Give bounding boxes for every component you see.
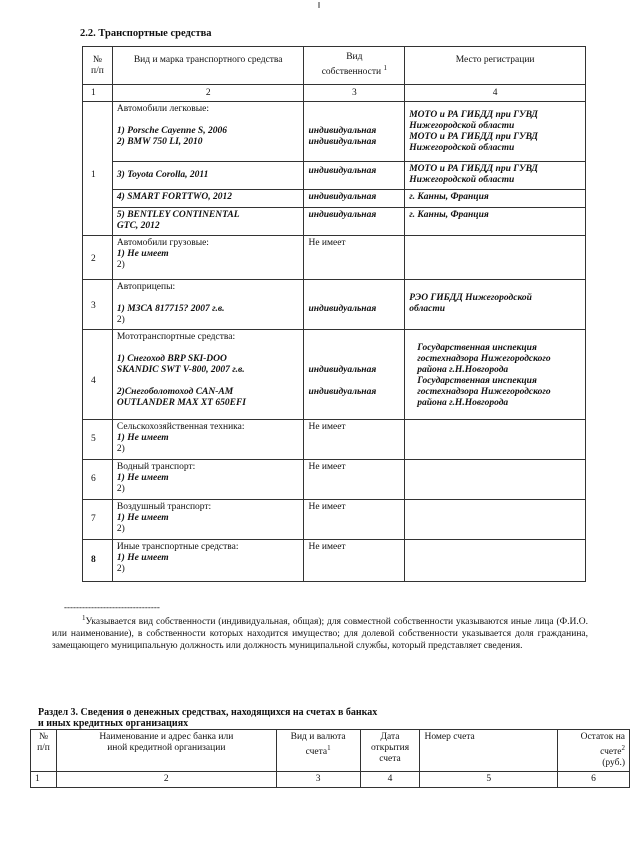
table-row bbox=[83, 280, 586, 330]
acc-col-4: 4 bbox=[360, 772, 420, 788]
table-row bbox=[83, 420, 586, 460]
col-num-2: 2 bbox=[112, 85, 304, 102]
ownership-cell: Не имеет bbox=[304, 420, 405, 460]
col-num-4: 4 bbox=[405, 85, 586, 102]
header-num: № п/п bbox=[83, 47, 113, 85]
row-number: 8 bbox=[83, 540, 113, 582]
header-row bbox=[83, 47, 586, 85]
table-row bbox=[83, 540, 586, 582]
acc-col-5: 5 bbox=[420, 772, 558, 788]
row-number: 1 bbox=[83, 102, 113, 236]
table-row bbox=[83, 236, 586, 280]
acc-header-num: № п/п bbox=[31, 730, 57, 772]
vehicle-cell: Воздушный транспорт: 1) Не имеет 2) bbox=[112, 500, 304, 540]
table-row bbox=[83, 330, 586, 420]
ownership-cell: индивидуальная bbox=[304, 190, 405, 208]
vehicle-cell: Иные транспортные средства: 1) Не имеет 2) bbox=[112, 540, 304, 582]
registration-cell bbox=[405, 236, 586, 280]
vehicle-cell: Автомобили легковые: 1) Porsche Cayenne S, 2006 2) BMW 750 LI, 2010 bbox=[112, 102, 304, 162]
scan-mark bbox=[318, 2, 320, 8]
registration-cell bbox=[405, 460, 586, 500]
col-num-3: 3 bbox=[304, 85, 405, 102]
ownership-cell: Не имеет bbox=[304, 460, 405, 500]
table-row bbox=[83, 162, 586, 190]
acc-col-6: 6 bbox=[558, 772, 630, 788]
ownership-cell: Не имеет bbox=[304, 540, 405, 582]
table-row bbox=[83, 500, 586, 540]
acc-header-number: Номер счета bbox=[420, 730, 558, 772]
row-number: 4 bbox=[83, 330, 113, 420]
registration-cell: МОТО и РА ГИБДД при ГУВД Нижегородской области МОТО и РА ГИБДД при ГУВД Нижегородской области bbox=[405, 102, 586, 162]
col-num-1: 1 bbox=[83, 85, 113, 102]
vehicle-cell: 4) SMART FORTTWO, 2012 bbox=[112, 190, 304, 208]
row-number: 7 bbox=[83, 500, 113, 540]
row-number: 5 bbox=[83, 420, 113, 460]
acc-header-bank: Наименование и адрес банка или иной кредитной организации bbox=[56, 730, 276, 772]
registration-cell: МОТО и РА ГИБДД при ГУВД Нижегородской области bbox=[405, 162, 586, 190]
header-kind: Вид и марка транспортного средства bbox=[112, 47, 304, 85]
ownership-cell: индивидуальная bbox=[304, 208, 405, 236]
row-number: 2 bbox=[83, 236, 113, 280]
vehicle-cell: 3) Toyota Corolla, 2011 bbox=[112, 162, 304, 190]
ownership-cell: индивидуальная bbox=[304, 280, 405, 330]
vehicle-cell: Автомобили грузовые: 1) Не имеет 2) bbox=[112, 236, 304, 280]
accounts-table bbox=[30, 729, 630, 788]
table-row bbox=[83, 208, 586, 236]
header-place: Место регистрации bbox=[405, 47, 586, 85]
ownership-cell: индивидуальная bbox=[304, 162, 405, 190]
registration-cell bbox=[405, 540, 586, 582]
ownership-cell: индивидуальная индивидуальная bbox=[304, 330, 405, 420]
registration-cell bbox=[405, 500, 586, 540]
vehicles-table bbox=[82, 46, 586, 582]
footnote: $^1$Указывается вид собственности (индивидуальная, общая); для совместной собственности указываются иные лица (Ф.И.О. или наименование), в собственности которых находится имущество; для долевой собственности указывается доля гражданина, замещающего муниципальную должность или должность муниципальной службы, который представляет сведения. bbox=[52, 614, 588, 652]
ownership-cell: Не имеет bbox=[304, 500, 405, 540]
registration-cell: Государственная инспекция гостехнадзора Нижегородского района г.Н.Новгорода Государственная инспекция гостехнадзора Нижегородского района г.Н.Новгорода bbox=[405, 330, 586, 420]
table-row bbox=[83, 190, 586, 208]
acc-header-balance: Остаток на счете$^2$ (руб.) bbox=[558, 730, 630, 772]
vehicle-cell: Автоприцепы: 1) МЗСА 817715? 2007 г.в. 2) bbox=[112, 280, 304, 330]
footnote-separator: -------------------------------- bbox=[64, 602, 160, 612]
registration-cell: РЭО ГИБДД Нижегородской области bbox=[405, 280, 586, 330]
vehicle-cell: Сельскохозяйственная техника: 1) Не имеет 2) bbox=[112, 420, 304, 460]
acc-header-date: Дата открытия счета bbox=[360, 730, 420, 772]
acc-header-type: Вид и валюта счета$^1$ bbox=[276, 730, 360, 772]
registration-cell: г. Канны, Франция bbox=[405, 208, 586, 236]
acc-col-3: 3 bbox=[276, 772, 360, 788]
ownership-cell: Не имеет bbox=[304, 236, 405, 280]
table-row bbox=[83, 102, 586, 162]
registration-cell bbox=[405, 420, 586, 460]
header-ownership: Вид собственности $^1$ bbox=[304, 47, 405, 85]
vehicle-cell: Водный транспорт: 1) Не имеет 2) bbox=[112, 460, 304, 500]
column-numbers-row bbox=[83, 85, 586, 102]
acc-col-1: 1 bbox=[31, 772, 57, 788]
registration-cell: г. Канны, Франция bbox=[405, 190, 586, 208]
vehicle-cell: Мототранспортные средства: 1) Снегоход BRP SKI-DOO SKANDIC SWT V-800, 2007 г.в. 2)Снегоболотоход CAN-AM OUTLANDER MAX XT 650EFI bbox=[112, 330, 304, 420]
acc-col-2: 2 bbox=[56, 772, 276, 788]
section3-title: Раздел 3. Сведения о денежных средствах, находящихся на счетах в банках и иных кредитных организациях bbox=[38, 707, 378, 729]
table-row bbox=[83, 460, 586, 500]
section-title: 2.2. Транспортные средства bbox=[80, 28, 212, 39]
vehicle-cell: 5) BENTLEY CONTINENTAL GTC, 2012 bbox=[112, 208, 304, 236]
row-number: 3 bbox=[83, 280, 113, 330]
row-number: 6 bbox=[83, 460, 113, 500]
accounts-column-numbers-row bbox=[31, 772, 630, 788]
ownership-cell: индивидуальная индивидуальная bbox=[304, 102, 405, 162]
accounts-header-row bbox=[31, 730, 630, 772]
